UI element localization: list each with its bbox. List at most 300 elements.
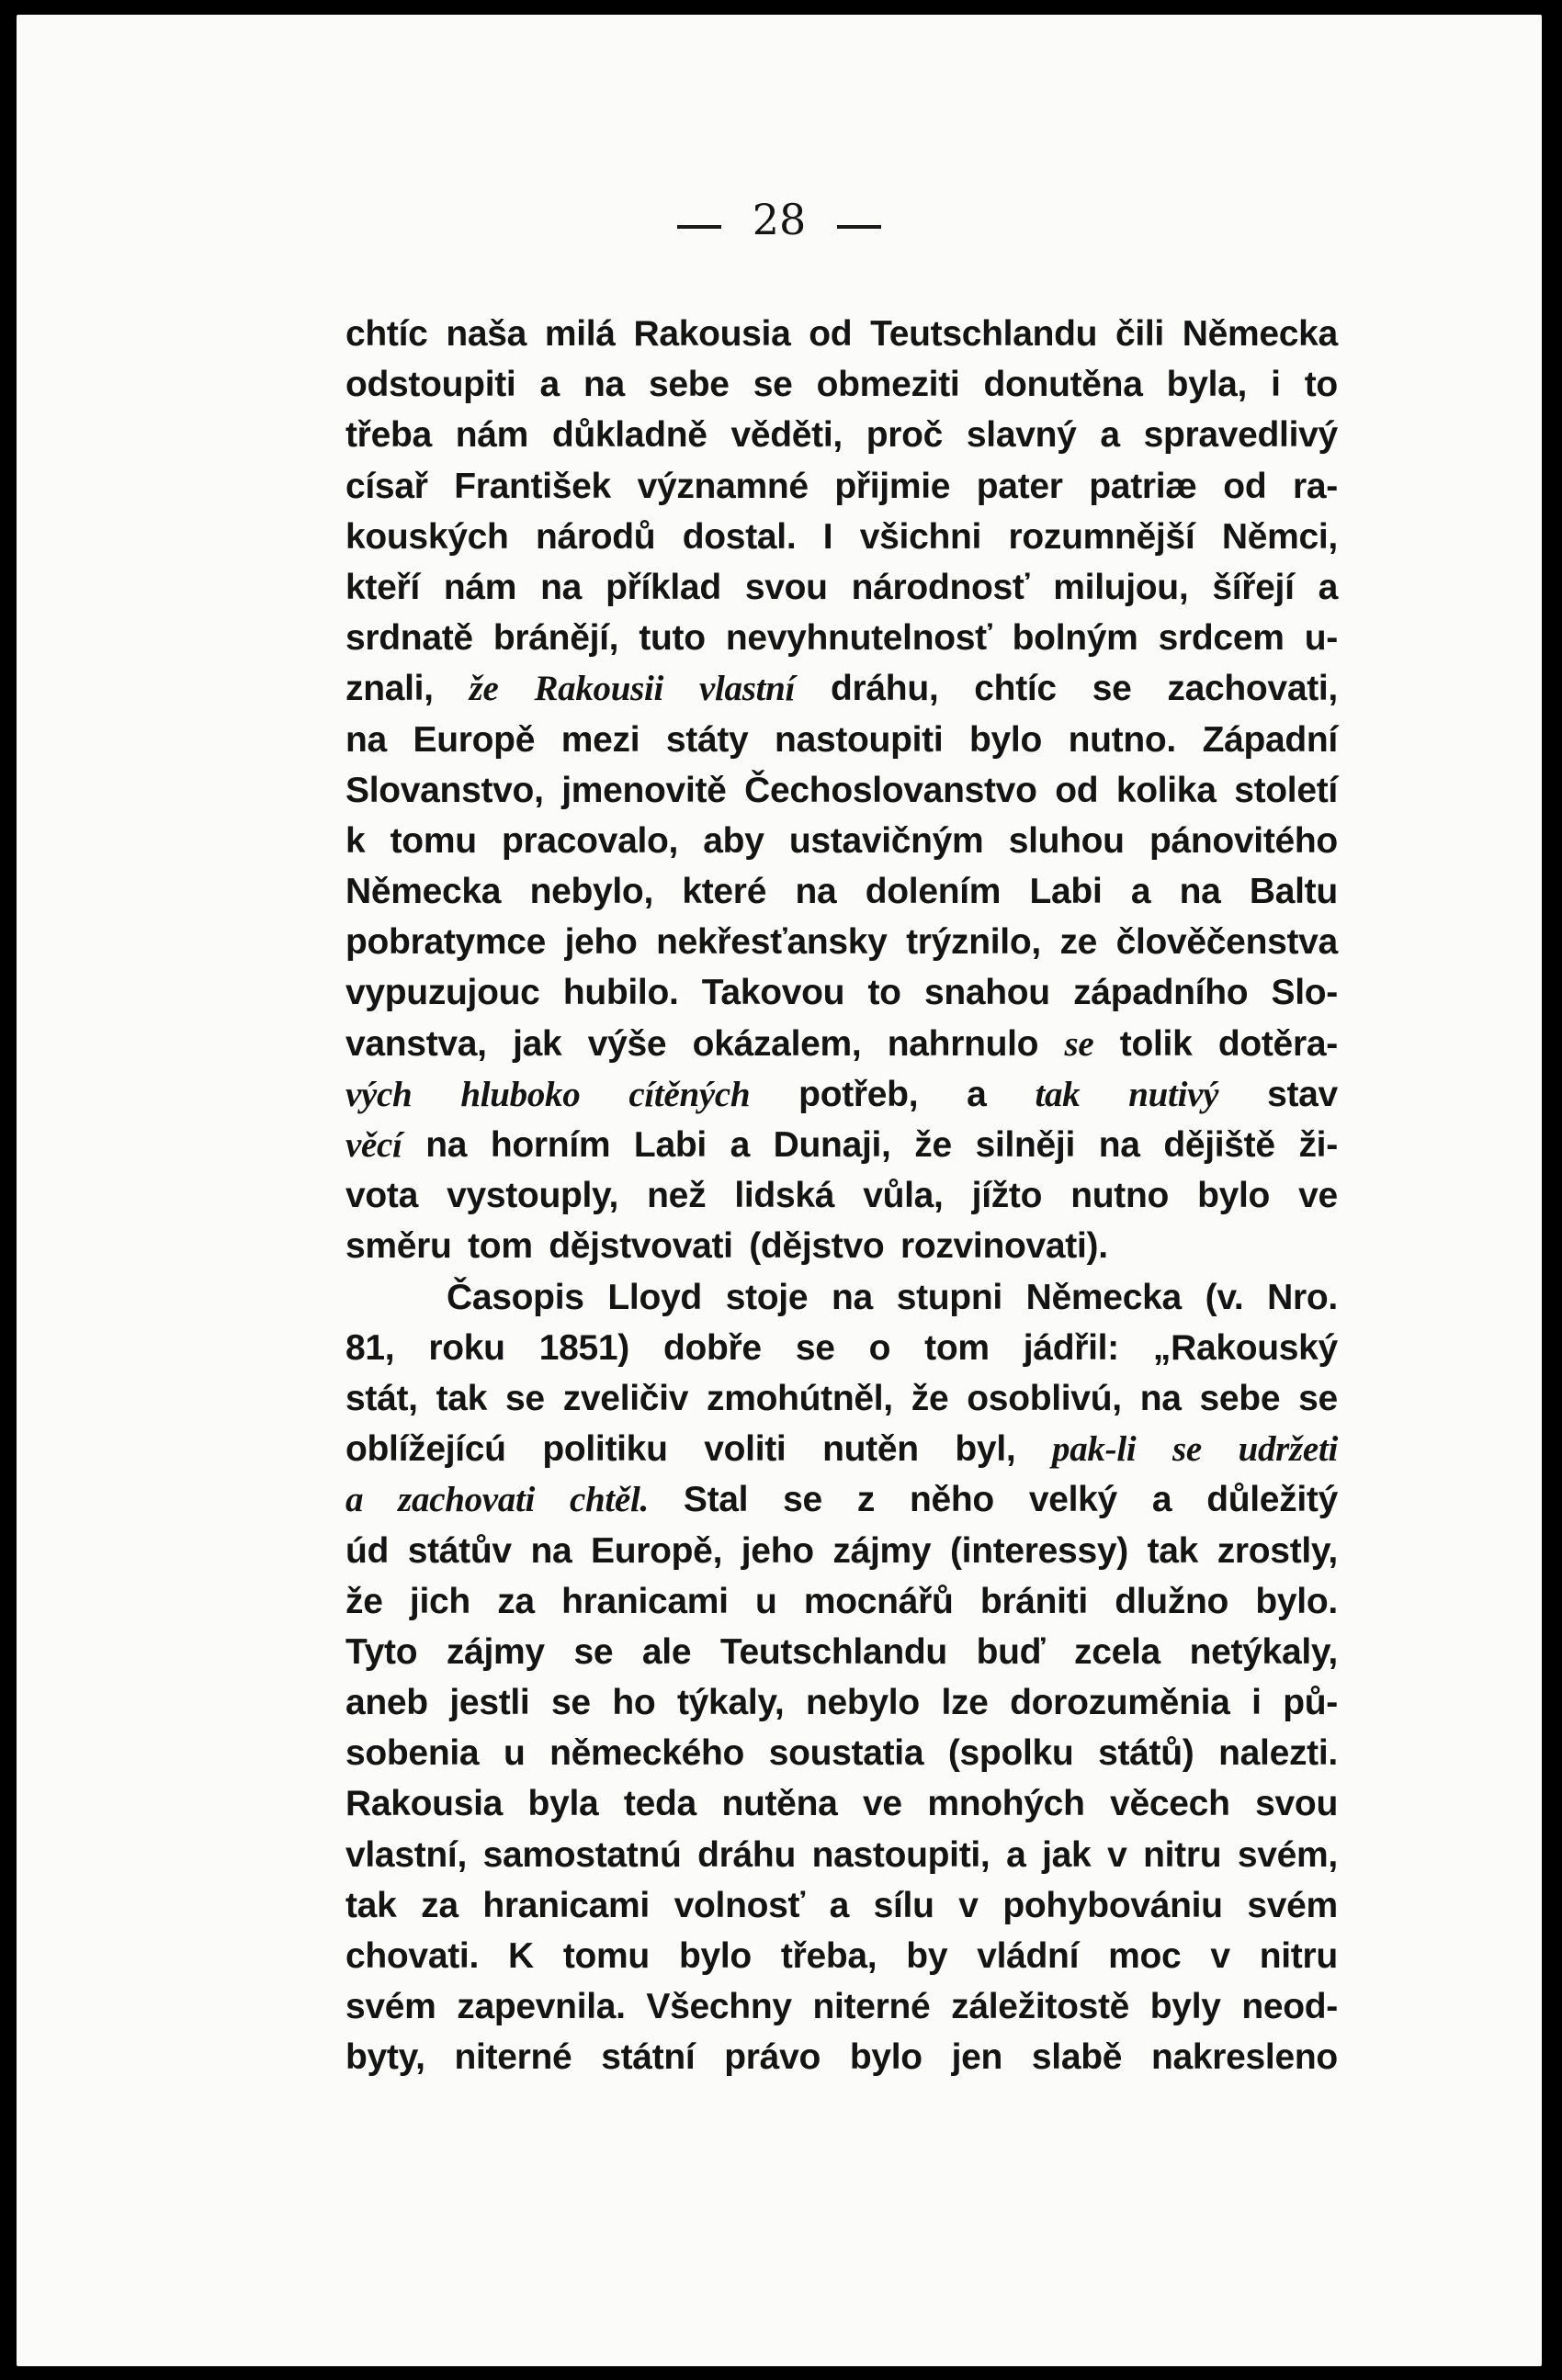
word: ve [1298, 1176, 1338, 1216]
word: znali, [345, 669, 434, 709]
word: by [906, 1936, 948, 1976]
word: bylo. [1255, 1581, 1338, 1621]
word: a [1006, 1834, 1026, 1875]
word: Teutschlandu [719, 1631, 947, 1672]
word: pohybovániu [1002, 1885, 1223, 1925]
text-line [345, 866, 1338, 917]
word: Německa [345, 872, 502, 912]
word: Časopis [447, 1277, 584, 1317]
word: na [540, 567, 583, 607]
word: dostal. [682, 516, 797, 557]
word: byla [527, 1784, 599, 1824]
word: teda [623, 1784, 696, 1824]
word: ži- [1298, 1125, 1338, 1165]
word: silněji [975, 1125, 1076, 1165]
word: výše [587, 1023, 667, 1064]
word: (dějstvo [749, 1226, 885, 1267]
word: ra- [1292, 466, 1338, 506]
word: zachovati, [1167, 669, 1338, 709]
word: vlastní, [345, 1834, 467, 1875]
word: se [753, 365, 793, 405]
word: „Rakouský [1152, 1327, 1338, 1368]
word: byly [1149, 1987, 1221, 2027]
header-dash-left [677, 225, 721, 229]
text-line [345, 1221, 1338, 1271]
word: století [1234, 770, 1338, 810]
word: pak-li [1052, 1429, 1137, 1470]
word: věcí [345, 1125, 402, 1165]
text-line [345, 1880, 1338, 1931]
word: dráhu, [831, 669, 939, 709]
word: německého [549, 1733, 745, 1774]
text-line [345, 1170, 1338, 1221]
word: mnohých [927, 1784, 1085, 1824]
word: slavný [966, 415, 1077, 456]
word: nutno [1070, 1176, 1169, 1216]
word: hranicami [561, 1581, 729, 1621]
word: Europě, [591, 1530, 723, 1571]
word: člověčenstva [1115, 922, 1338, 963]
word: bránějí, [492, 618, 619, 659]
word: zcela [1074, 1631, 1160, 1672]
word: byla, [1166, 365, 1248, 405]
word: nám [455, 415, 528, 456]
text-line [345, 765, 1338, 816]
word: vládní [977, 1936, 1080, 1976]
word: soustatia [768, 1733, 924, 1774]
word: ho [612, 1683, 656, 1723]
body-text [345, 309, 1338, 2083]
word: významné [637, 466, 809, 506]
word: že [469, 669, 499, 709]
word: chtěl. [570, 1480, 649, 1520]
word: voliti [704, 1429, 787, 1470]
word: nutěn [822, 1429, 919, 1470]
word: věděti, [730, 415, 843, 456]
text-line [345, 309, 1338, 359]
text-line [345, 1576, 1338, 1627]
text-line [345, 917, 1338, 967]
word: pater [976, 466, 1063, 506]
word: za [497, 1581, 535, 1621]
text-line [345, 663, 1338, 714]
word: Lloyd [607, 1277, 702, 1317]
word: že [911, 1378, 949, 1418]
word: Teutschlandu [870, 314, 1098, 354]
text-line [345, 359, 1338, 410]
word: aneb [345, 1683, 428, 1723]
word: (spolku [947, 1733, 1074, 1774]
word: jich [409, 1581, 470, 1621]
word: na [530, 1530, 572, 1571]
word: od [1223, 466, 1267, 506]
word: (interessy) [949, 1530, 1128, 1571]
book-page [17, 15, 1542, 2366]
word: zrostly, [1217, 1530, 1338, 1571]
word: slabě [1031, 2037, 1123, 2078]
word: buď [976, 1631, 1046, 1672]
word: to [1304, 365, 1338, 405]
word: snahou [923, 973, 1050, 1013]
word: dějstvovati [549, 1226, 733, 1267]
text-line [345, 512, 1338, 562]
word: Všechny [646, 1987, 792, 2027]
word: vanstva, [345, 1023, 487, 1064]
word: zveličiv [562, 1378, 689, 1418]
word: bylo [969, 719, 1042, 760]
text-line [345, 1069, 1338, 1120]
word: niterné [812, 1987, 931, 2027]
word: tak [1147, 1530, 1199, 1571]
word: se [573, 1631, 614, 1672]
word: zapevnila. [457, 1987, 626, 2027]
word: nutěna [721, 1784, 838, 1824]
word: za [421, 1885, 458, 1925]
word: srdnatě [345, 618, 473, 659]
word: Labi [633, 1125, 707, 1165]
word: moc [1108, 1936, 1182, 1976]
word: kouských [345, 516, 509, 557]
text-line [345, 2032, 1338, 2082]
word: nakresleno [1150, 2037, 1338, 2078]
word: národů [535, 516, 656, 557]
word: neod- [1241, 1987, 1338, 2027]
word: I [822, 516, 833, 557]
word: úd [345, 1530, 390, 1571]
word: nekřesťansky [656, 922, 888, 963]
word: František [454, 466, 611, 506]
word: bolným [1012, 618, 1138, 659]
text-line [345, 967, 1338, 1018]
word: zájmy [832, 1530, 932, 1571]
word: pánovitého [1149, 820, 1338, 861]
word: byl, [955, 1429, 1016, 1470]
word: milá [544, 314, 616, 354]
word: svém [1247, 1885, 1338, 1925]
word: tak [345, 1885, 397, 1925]
word: sluhou [1008, 820, 1125, 861]
word: Baltu [1249, 872, 1338, 912]
word: chtíc [974, 669, 1057, 709]
text-line [345, 410, 1338, 460]
word: roku [428, 1327, 505, 1368]
text-line [345, 461, 1338, 512]
word: nutno. [1068, 719, 1176, 760]
word: jak [1042, 1834, 1092, 1875]
word: dráhu [697, 1834, 796, 1875]
word: mocnářů [803, 1581, 954, 1621]
word: Tyto [345, 1631, 418, 1672]
word: se [783, 1480, 822, 1520]
word: aby [703, 820, 764, 861]
text-line [345, 1830, 1338, 1880]
word: vlastní [699, 669, 796, 709]
word: 81, [345, 1327, 395, 1368]
word: jížto [971, 1176, 1043, 1216]
word: i [1271, 365, 1281, 405]
word: jeho [741, 1530, 814, 1571]
text-line [345, 1323, 1338, 1373]
word: záležitostě [951, 1987, 1130, 2027]
word: se [1092, 669, 1132, 709]
word: niterné [454, 2037, 572, 2078]
word: šířejí [1212, 567, 1295, 607]
word: u- [1304, 618, 1338, 659]
word: sílu [873, 1885, 934, 1925]
text-line [345, 1424, 1338, 1474]
word: ze [1059, 922, 1098, 963]
word: nitru [1259, 1936, 1338, 1976]
word: na [1098, 1125, 1140, 1165]
word: k [345, 820, 366, 861]
word: Stal [683, 1480, 749, 1520]
word: se [795, 1327, 835, 1368]
word: všichni [859, 516, 982, 557]
word: se [1172, 1429, 1202, 1470]
word: Rakousii [534, 669, 664, 709]
word: ve [863, 1784, 902, 1824]
text-line [345, 816, 1338, 866]
word: Rakousia [345, 1784, 504, 1824]
text-line [345, 1981, 1338, 2032]
word: státy [665, 719, 749, 760]
word: rozvinovati). [900, 1226, 1108, 1267]
word: nebylo [805, 1683, 920, 1723]
text-line [345, 1627, 1338, 1677]
word: o [868, 1327, 891, 1368]
word: císař [345, 466, 428, 506]
word: a [829, 1885, 849, 1925]
word: něho [909, 1480, 994, 1520]
word: důležitý [1206, 1480, 1338, 1520]
word: svou [744, 567, 828, 607]
word: sebe [649, 365, 730, 405]
word: Dunaji, [773, 1125, 891, 1165]
word: národnosť [851, 567, 1030, 607]
word: Slovanstvo, [345, 770, 544, 810]
word: udržeti [1238, 1429, 1338, 1470]
word: oblížejícú [345, 1429, 506, 1470]
text-line [345, 1120, 1338, 1170]
word: potřeb, [798, 1074, 919, 1114]
word: dorozuměnia [1010, 1683, 1230, 1723]
word: Slo- [1271, 973, 1338, 1013]
word: Rakousia [633, 314, 791, 354]
word: nastoupiti, [811, 1834, 990, 1875]
word: tomu [562, 1936, 650, 1976]
word: a [1151, 1480, 1172, 1520]
word: a [1130, 872, 1151, 912]
word: jen [951, 2037, 1003, 2078]
word: v [1107, 1834, 1127, 1875]
word: horním [490, 1125, 611, 1165]
text-line [345, 1778, 1338, 1829]
word: že [914, 1125, 952, 1165]
word: stoje [725, 1277, 809, 1317]
header-dash-right [837, 225, 881, 229]
word: směru [345, 1226, 452, 1267]
word: u [503, 1733, 526, 1774]
word: hluboko [460, 1074, 581, 1114]
word: se [1298, 1378, 1338, 1418]
word: netýkaly, [1189, 1631, 1338, 1672]
word: třeba [345, 415, 432, 456]
word: Německa [1025, 1277, 1182, 1317]
word: Europě [413, 719, 536, 760]
word: a [539, 365, 560, 405]
word: států) [1098, 1733, 1194, 1774]
text-line [345, 715, 1338, 765]
word: pobratymce [345, 922, 547, 963]
text-line [345, 613, 1338, 663]
word: jak [513, 1023, 562, 1064]
word: chovati. [345, 1936, 479, 1976]
word: příklad [606, 567, 721, 607]
word: vých [345, 1074, 413, 1114]
word: patriæ [1089, 466, 1197, 506]
word: nastoupiti [775, 719, 944, 760]
word: nitru [1143, 1834, 1222, 1875]
word: hubilo. [562, 973, 679, 1013]
word: od [1055, 770, 1099, 810]
word: stát, [345, 1378, 418, 1418]
word: nahrnulo [887, 1023, 1039, 1064]
word: se [1064, 1023, 1094, 1064]
word: i [1251, 1683, 1262, 1723]
text-line [345, 1272, 1338, 1323]
word: bylo [1197, 1176, 1271, 1216]
word: velký [1028, 1480, 1117, 1520]
word: volnosť [673, 1885, 805, 1925]
text-line [345, 562, 1338, 613]
word: na [583, 365, 625, 405]
word: byty, [345, 2037, 425, 2078]
word: přijmie [834, 466, 951, 506]
word: na [345, 719, 387, 760]
word: zmohútněl, [707, 1378, 893, 1418]
word: dlužno [1115, 1581, 1229, 1621]
word: Nro. [1267, 1277, 1338, 1317]
word: samostatnú [482, 1834, 682, 1875]
word: lidská [734, 1176, 835, 1216]
word: nám [443, 567, 517, 607]
word: K [507, 1936, 534, 1976]
word: nebylo, [529, 872, 653, 912]
word: proč [866, 415, 944, 456]
word: a [345, 1480, 364, 1520]
word: jeho [564, 922, 638, 963]
word: pracovalo, [501, 820, 679, 861]
word: od [809, 314, 853, 354]
word: tolik [1119, 1023, 1193, 1064]
word: na [832, 1277, 873, 1317]
word: osoblivú, [967, 1378, 1122, 1418]
word: 1851) [538, 1327, 629, 1368]
word: zachovati [398, 1480, 536, 1520]
word: jestli [449, 1683, 530, 1723]
word: donutěna [983, 365, 1143, 405]
word: svou [1255, 1784, 1338, 1824]
word: a [1100, 415, 1120, 456]
word: hranicami [482, 1885, 650, 1925]
word: na [425, 1125, 468, 1165]
word: tak [436, 1378, 488, 1418]
word: státův [407, 1530, 512, 1571]
word: rozumnější [1008, 516, 1195, 557]
word: dobře [662, 1327, 762, 1368]
word: svém, [1237, 1834, 1338, 1875]
word: jádřil: [1023, 1327, 1119, 1368]
word: politiku [542, 1429, 668, 1470]
word: pů- [1283, 1683, 1338, 1723]
word: vystouply, [447, 1176, 619, 1216]
word: to [867, 973, 901, 1013]
word: tomu [390, 820, 477, 861]
word: vůla, [863, 1176, 944, 1216]
text-line [345, 1526, 1338, 1576]
word: nutivý [1128, 1074, 1219, 1114]
word: a [730, 1125, 750, 1165]
word: vota [345, 1176, 418, 1216]
text-line [345, 1677, 1338, 1728]
word: státní [601, 2037, 696, 2078]
word: sobenia [345, 1733, 480, 1774]
word: trýznilo, [906, 922, 1041, 963]
word: tak [1035, 1074, 1081, 1114]
word: právo [724, 2037, 821, 2078]
word: a [967, 1074, 987, 1114]
word: důkladně [551, 415, 707, 456]
text-line [345, 1474, 1338, 1525]
word: z [856, 1480, 876, 1520]
word: zájmy [446, 1631, 545, 1672]
word: věcech [1110, 1784, 1230, 1824]
word: na [1139, 1378, 1182, 1418]
word: Labi [1029, 872, 1103, 912]
word: odstoupiti [345, 365, 516, 405]
word: v [1210, 1936, 1230, 1976]
word: lze [941, 1683, 989, 1723]
text-line [345, 1373, 1338, 1424]
word: vypuzujouc [345, 973, 540, 1013]
word: Německa [1182, 314, 1338, 354]
word: na [1179, 872, 1221, 912]
text-line [345, 1931, 1338, 1981]
word: bylo [849, 2037, 922, 2078]
word: nevyhnutelnosť [725, 618, 992, 659]
word: mezi [560, 719, 640, 760]
word: (v. [1205, 1277, 1244, 1317]
word: cítěných [628, 1074, 751, 1114]
word: tom [468, 1226, 533, 1267]
word: Takovou [701, 973, 845, 1013]
word: sebe [1199, 1378, 1281, 1418]
text-line [345, 1728, 1338, 1778]
word: stav [1267, 1074, 1338, 1114]
word: západního [1073, 973, 1249, 1013]
word: se [505, 1378, 545, 1418]
word: srdcem [1158, 618, 1285, 659]
word: čili [1115, 314, 1164, 354]
word: Čechoslovanstvo [744, 770, 1037, 810]
word: na [795, 872, 837, 912]
word: kteří [345, 567, 420, 607]
word: naša [446, 314, 527, 354]
word: spravedlivý [1143, 415, 1338, 456]
word: bylo [678, 1936, 752, 1976]
word: se [551, 1683, 591, 1723]
page-number: 28 [752, 195, 807, 244]
